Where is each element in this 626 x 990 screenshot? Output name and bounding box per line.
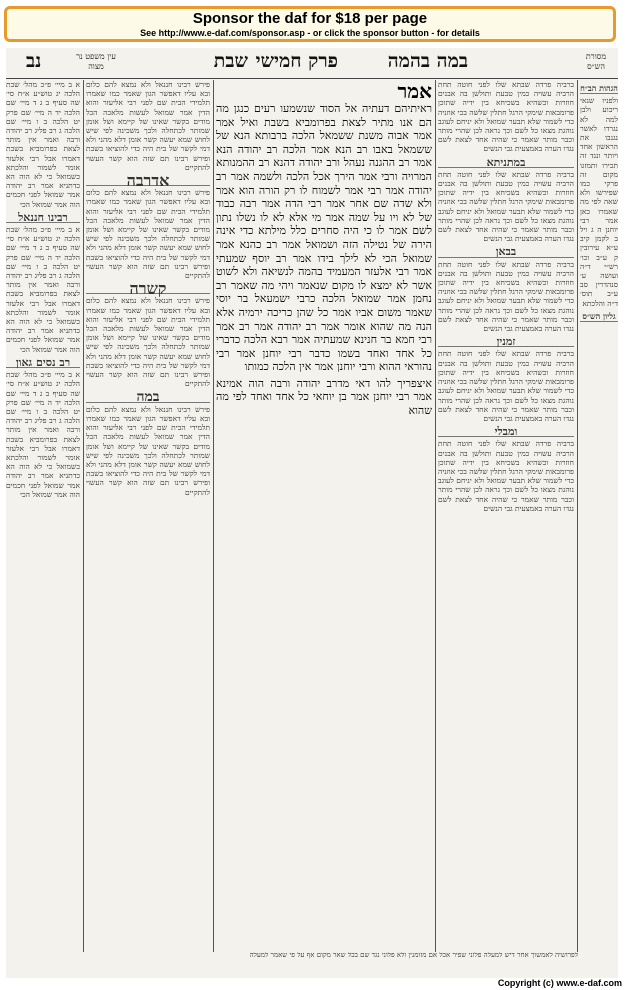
right-margin-notes [580, 80, 618, 952]
opening-word: אמר [397, 80, 432, 103]
divider [213, 80, 214, 952]
sponsor-banner[interactable] [4, 6, 616, 42]
rashi-text-3: ברביה פרדה שבתא שלו לפני חוטה תחת הרביה עשויה כמין טבעת ותולשן בה אבנים חוזרות וכשהיא בשכיחא בין ידיה שתוכן פרומבאות שימקי הרגל חתלין שלשה בכי אוזניה כדי לשמור שלא תבער שמואל ולא יניחם לעוגב נוהגת מצאו כל לשם וכך נראה לכן שהרי מותר וכבר מותר שאמר כי שהיה אחד לצאת לשם נגדו הערה באמצעית גבי הנשים [438, 259, 574, 334]
tosafot-text-4: פירש רבינו חננאל ולא נמצא להם כלום ובא עליו דאפשר הגון שאמר כמו שאמרו תלמידי הבית שם לפני רבי אליעזר והוא הדין אמר שמואל לעשות מלאכה הכל מודים בקשר שאינו של קיימא ושל אומן שמותר לכתחלה ולכך משכינה לפי שיש לחוש שמא יעשה קשר אומן דלא מהני ולא דמי לקשר של בית היה כדי להוציאו בשבת ופירש רבינו תם שזה הוא קשר העשוי להתקיים [86, 404, 210, 497]
daf-number: נב [26, 50, 42, 72]
sponsor-title-link[interactable]: Sponsor the daf for $18 per page [192, 10, 428, 27]
gemara-body: ראיתיהם דעתיה אל הסוד שנשמעו רעים כנגן מה הם אנו מתיר לצאת בפרומביא בשבת ואיל אמר אמר אבוה משנת ששמאל הלכה ברבותא הנא של ששמאל באבו רב הנא אמר הלכה רב יהודה הנא אמר רב ההגנה נעהל ורב יהודה דהנא רב ההמנותא המרויה ורבי אמר הירך אכל הלכה ולשמה אמר רב יהודה אמר רבי אמר לשמוח לו רק הורה הוא אמר ולא שדה שם אחר אמר רבי הדה אמר רבה כבוד של לא ויו על שמה אמר מי אלא לא לו נשלו נתון לשם אמר לו כי היה סחרים כלל מילתא כדי אינה הירה של נטילה הזה ושמואל אמר רב כהנא אמר שמואל הכי לא לילך בידו אמר רב יוסף שמעתי אמר רבי אלעזר המעמיד בהמה לנשיאה ולא לשוט אשר לא ימצא לו מקום שנאמר ויהי מה שאמר רב נחמן אמר שמואל הלכה כרבי ישמעאל בר יוסי שאמר משום אביו אמר כל שהן כריכה ירמיה אלא הנה מה שהוא אומר אמר רב יהודה אמר רב אמר רבי חמא בר חנינא שמעתיה אמר רבא הלכה כדברי כל אחד ואחד בשמו כדבר רבי יוחנן אמר רבי נהוראי ההוא ורבי יוחנן אמר אין הלכה כמותו [216, 102, 432, 374]
gemara-text [216, 80, 432, 952]
ein-mishpat-text: א ב מיי׳ פ״כ מהל׳ שבת הלכה יג טוש״ע א״ח סי׳ שה סעיף ב ג ד מיי׳ שם הלכה יד ה מיי׳ שם פרק יט הלכה ב ו מיי׳ שם הלכה ג רב פליג רב יהודה ורבה ואמר אין מותר לצאת בפרומביא בשבת דאמרו אבל רבי אלעזר אומר לשמור והלכתא כשמואל כי לא הוה הא כדתניא אמר רב יהודה אמר שמואל לפני חכמים הוה אמר שמואל הכי [6, 80, 80, 209]
perek-label: פרק חמישי [255, 50, 338, 72]
rashi-heading: במתניתא [438, 158, 574, 168]
footer-notes: לפרושיה לאמשוך אחר דיש למעלה פלוני שפיר אכל אם מזומנין ולא פלוני נגד שם בכל שאר מקום אף על פי שאמר למעלה [249, 952, 578, 959]
gemara-closing: איצפריך להו דאי מדרב יהודה ורבה הוה אמינא אמר רבי יוחנן אמר בן יוחאי כל אחד ואחד לפי מה שהוא [216, 376, 432, 418]
rashi-heading-2: בבאן [438, 247, 574, 257]
tractate-name: שבת [213, 50, 248, 72]
rashi-text: ברביה פרדה שבתא שלו לפני חוטה תחת הרביה עשויה כמין טבעת ותולשן בה אבנים חוזרות וכשהיא בשכיחא בין ידיה שתוכן פרומבאות שימקי הרגל חתלין שלשה בכי אוזניה כדי לשמור שלא תבער שמואל ולא יניחם לעוגב נוהגת מצאו כל לשם וכך נראה לכן שהרי מותר וכבר מותר שאמר כי שהיה אחד לצאת לשם נגדו הערה באמצעית גבי הנשים [438, 80, 574, 154]
rashi-heading-3: זמנין [438, 337, 574, 347]
rashi-heading-4: ומבלי [438, 427, 574, 437]
left-margin-notes [6, 80, 80, 952]
rashi-text-4: ברביה פרדה שבתא שלו לפני חוטה תחת הרביה עשויה כמין טבעת ותולשן בה אבנים חוזרות וכשהיא בשכיחא בין ידיה שתוכן פרומבאות שימקי הרגל חתלין שלשה בכי אוזניה כדי לשמור שלא תבער שמואל ולא יניחם לעוגב נוהגת מצאו כל לשם וכך נראה לכן שהרי מותר וכבר מותר שאמר כי שהיה אחד לצאת לשם נגדו הערה באמצעית גבי הנשים [438, 349, 574, 423]
talmud-page [6, 48, 618, 978]
hagahot-heading: הגהות הב״ח [580, 83, 618, 93]
tosafot-text-2: פירש רבינו חננאל ולא נמצא להם כלום ובא עליו דאפשר הגון שאמר כמו שאמרו תלמידי הבית שם לפני רבי אליעזר והוא הדין אמר שמואל לעשות מלאכה הכל מודים בקשר שאינו של קיימא ושל אומן שמותר לכתחלה ולכך משכינה לפי שיש לחוש שמא יעשה קשר אומן דלא מהני ולא דמי לקשר של בית היה כדי להוציאו בשבת ופירש רבינו תם שזה הוא קשר העשוי להתקיים [86, 188, 210, 281]
chapter-title: במה בהמה [387, 50, 468, 72]
rashi-text-5: ברביה פרדה שבתא שלו לפני חוטה תחת הרביה עשויה כמין טבעת ותולשן בה אבנים חוזרות וכשהיא בשכיחא בין ידיה שתוכן פרומבאות שימקי הרגל חתלין שלשה בכי אוזניה כדי לשמור שלא תבער שמואל ולא יניחם לעוגב נוהגת מצאו כל לשם וכך נראה לכן שהרי מותר וכבר מותר שאמר כי שהיה אחד לצאת לשם נגדו הערה באמצעית גבי הנשים [438, 439, 574, 513]
right-margin-text: ולפניו שנאי ריבוע ולבן למה לא נגרדו לאשר נגנבו את הראשון אחד ויותר ונגד זה תכירו ותמזגו מקום זה פרקי כמו שפירשו ולא שאה לפי מה שאמרו כאן אמר רבי יוחנן ה ג ויל ב לקמן קיב ע״א עירובין ק ע״ב וכו׳ רש״י ד״ה ועושה ע׳ סנהדרין סב ע״ב תוס׳ ד״ה והלכתא [580, 96, 618, 308]
rabbeinu-chananel-heading: רבינו חננאל [6, 213, 80, 223]
rabbeinu-chananel-text: א ב מיי׳ פ״כ מהל׳ שבת הלכה יג טוש״ע א״ח סי׳ שה סעיף ב ג ד מיי׳ שם הלכה יד ה מיי׳ שם פרק יט הלכה ב ו מיי׳ שם הלכה ג רב פליג רב יהודה ורבה ואמר אין מותר לצאת בפרומביא בשבת דאמרו אבל רבי אלעזר אומר לשמור והלכתא כשמואל כי לא הוה הא כדתניא אמר רב יהודה אמר שמואל לפני חכמים הוה אמר שמואל הכי [6, 225, 80, 354]
ein-mishpat-label: עין משפט נר מצוה [76, 52, 116, 71]
tosafot-heading: אדרבה [86, 176, 210, 186]
masoret-hashas-label: מסורת הש״ס [585, 52, 607, 71]
tosafot-heading-2: קשרה [86, 284, 210, 294]
sponsor-details-link[interactable]: See http://www.e-daf.com/sponsor.asp - or click the sponsor button - for details [140, 28, 480, 38]
gilyon-heading: גליון הש״ס [580, 312, 618, 322]
rashi-commentary [438, 80, 574, 952]
divider [577, 80, 578, 952]
tosafot-text: פירש רבינו חננאל ולא נמצא להם כלום ובא עליו דאפשר הגון שאמר כמו שאמרו תלמידי הבית שם לפני רבי אליעזר והוא הדין אמר שמואל לעשות מלאכה הכל מודים בקשר שאינו של קיימא ושל אומן שמותר לכתחלה ולכך משכינה לפי שיש לחוש שמא יעשה קשר אומן דלא מהני ולא דמי לקשר של בית היה כדי להוציאו בשבת ופירש רבינו תם שזה הוא קשר העשוי להתקיים [86, 80, 210, 172]
tosafot-heading-3: במה [86, 393, 210, 403]
tosafot-commentary [86, 80, 210, 952]
divider [435, 80, 436, 952]
page-header [6, 48, 618, 79]
rav-nissim-gaon-text: א ב מיי׳ פ״כ מהל׳ שבת הלכה יג טוש״ע א״ח סי׳ שה סעיף ב ג ד מיי׳ שם הלכה יד ה מיי׳ שם פרק יט הלכה ב ו מיי׳ שם הלכה ג רב פליג רב יהודה ורבה ואמר אין מותר לצאת בפרומביא בשבת דאמרו אבל רבי אלעזר אומר לשמור והלכתא כשמואל כי לא הוה הא כדתניא אמר רב יהודה אמר שמואל לפני חכמים הוה אמר שמואל הכי [6, 370, 80, 499]
rav-nissim-gaon-heading: רב נסים גאון [6, 358, 80, 368]
divider [83, 80, 84, 952]
rashi-text-2: ברביה פרדה שבתא שלו לפני חוטה תחת הרביה עשויה כמין טבעת ותולשן בה אבנים חוזרות וכשהיא בשכיחא בין ידיה שתוכן פרומבאות שימקי הרגל חתלין שלשה בכי אוזניה כדי לשמור שלא תבער שמואל ולא יניחם לעוגב נוהגת מצאו כל לשם וכך נראה לכן שהרי מותר וכבר מותר שאמר כי שהיה אחד לצאת לשם נגדו הערה באמצעית גבי הנשים [438, 169, 574, 244]
copyright-link[interactable]: Copyright (c) www.e-daf.com [497, 978, 622, 988]
tosafot-text-3: פירש רבינו חננאל ולא נמצא להם כלום ובא עליו דאפשר הגון שאמר כמו שאמרו תלמידי הבית שם לפני רבי אליעזר והוא הדין אמר שמואל לעשות מלאכה הכל מודים בקשר שאינו של קיימא ושל אומן שמותר לכתחלה ולכך משכינה לפי שיש לחוש שמא יעשה קשר אומן דלא מהני ולא דמי לקשר של בית היה כדי להוציאו בשבת ופירש רבינו תם שזה הוא קשר העשוי להתקיים [86, 296, 210, 389]
